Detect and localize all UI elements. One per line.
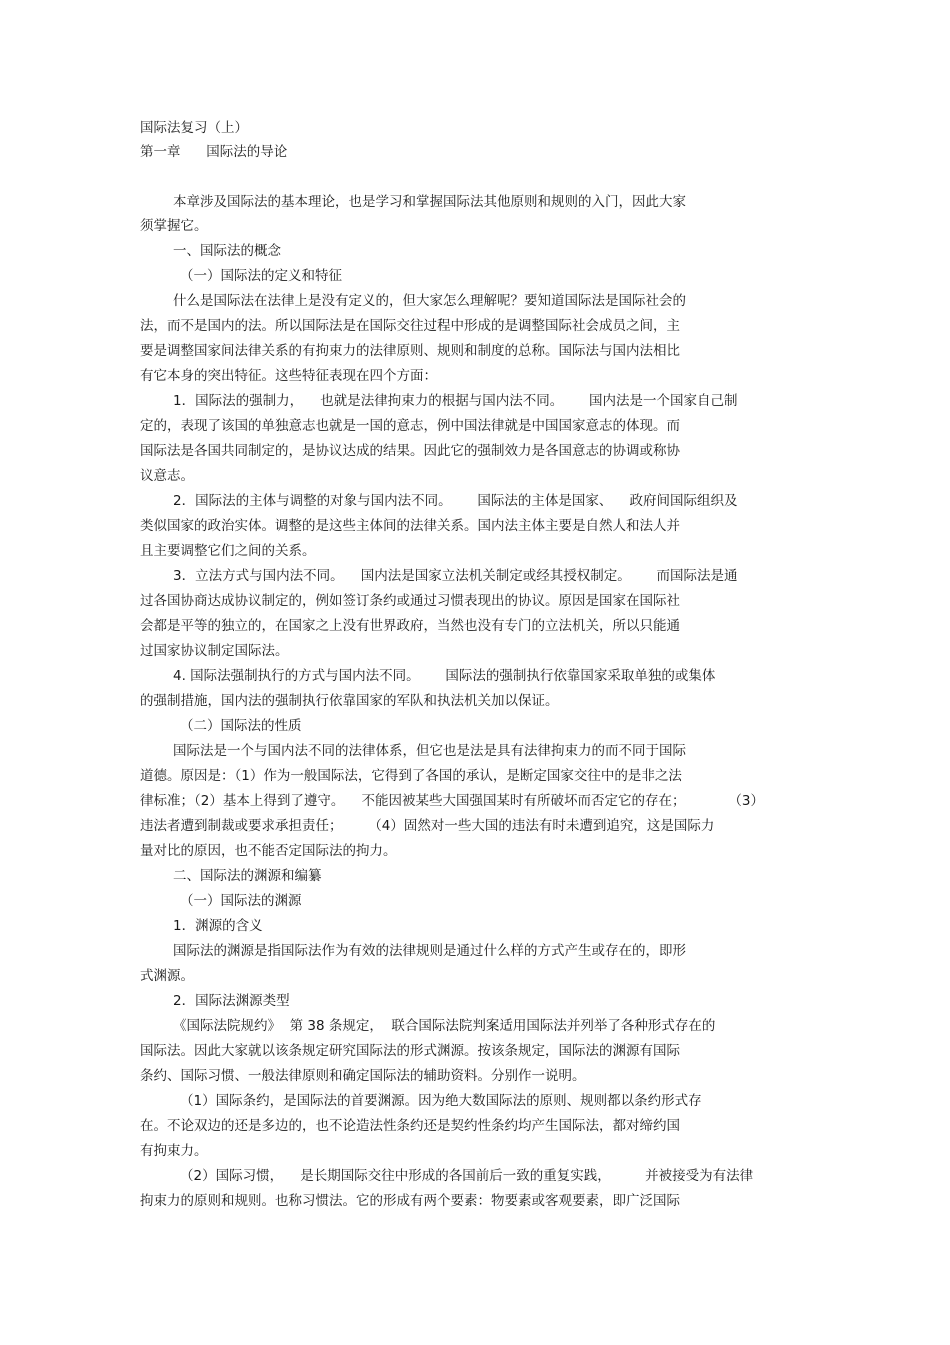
section-heading: 二、国际法的渊源和编纂 <box>173 868 322 884</box>
paragraph-line: 量对比的原因，也不能否定国际法的拘力。 <box>140 843 397 859</box>
paragraph-line: 国际法是各国共同制定的，是协议达成的结果。因此它的强制效力是各国意志的协调或称协 <box>140 443 680 459</box>
paragraph-line: 在。不论双边的还是多边的，也不论造法性条约还是契约性条约均产生国际法，都对缔约国 <box>140 1118 680 1134</box>
paragraph-line: 式渊源。 <box>140 968 194 984</box>
paragraph-line: 会都是平等的独立的，在国家之上没有世界政府，当然也没有专门的立法机关，所以只能通 <box>140 618 680 634</box>
item-heading: 1．渊源的含义 <box>173 918 263 934</box>
paragraph-line: 什么是国际法在法律上是没有定义的，但大家怎么理解呢？要知道国际法是国际社会的 <box>173 293 686 309</box>
paragraph-line: （1）国际条约，是国际法的首要渊源。因为绝大数国际法的原则、规则都以条约形式存 <box>180 1093 702 1109</box>
paragraph-line: 4. 国际法强制执行的方式与国内法不同。 国际法的强制执行依靠国家采取单独的或集体 <box>173 668 716 684</box>
paragraph-line: 2．国际法的主体与调整的对象与国内法不同。 国际法的主体是国家、 政府间国际组织及 <box>173 493 738 509</box>
paragraph-line: 违法者遭到制裁或要求承担责任； （4）固然对一些大国的违法有时未遭到追究，这是国际力 <box>140 818 715 834</box>
chapter-heading: 第一章 国际法的导论 <box>140 144 288 160</box>
doc-title: 国际法复习（上） <box>140 120 248 136</box>
paragraph-line: 议意志。 <box>140 468 194 484</box>
paragraph-line: 且主要调整它们之间的关系。 <box>140 543 316 559</box>
paragraph-line: 国际法。因此大家就以该条规定研究国际法的形式渊源。按该条规定，国际法的渊源有国际 <box>140 1043 680 1059</box>
paragraph-line: 拘束力的原则和规则。也称习惯法。它的形成有两个要素：物要素或客观要素，即广泛国际 <box>140 1193 680 1209</box>
paragraph-line: 法，而不是国内的法。所以国际法是在国际交往过程中形成的是调整国际社会成员之间，主 <box>140 318 680 334</box>
paragraph-line: 有它本身的突出特征。这些特征表现在四个方面： <box>140 368 437 384</box>
paragraph-line: 定的，表现了该国的单独意志也就是一国的意志，例中国法律就是中国国家意志的体现。而 <box>140 418 680 434</box>
paragraph-line: （2）国际习惯， 是长期国际交往中形成的各国前后一致的重复实践， 并被接受为有法律 <box>180 1168 754 1184</box>
paragraph-line: 有拘束力。 <box>140 1143 208 1159</box>
paragraph-line: 的强制措施，国内法的强制执行依靠国家的军队和执法机关加以保证。 <box>140 693 559 709</box>
item-heading: 2．国际法渊源类型 <box>173 993 290 1009</box>
paragraph-line: 《国际法院规约》 第 38 条规定， 联合国际法院判案适用国际法并列举了各种形式存在的 <box>173 1018 716 1034</box>
subsection-heading: （二）国际法的性质 <box>180 718 302 734</box>
paragraph-line: 过国家协议制定国际法。 <box>140 643 289 659</box>
paragraph-line: 要是调整国家间法律关系的有拘束力的法律原则、规则和制度的总称。国际法与国内法相比 <box>140 343 680 359</box>
paragraph-line: 本章涉及国际法的基本理论，也是学习和掌握国际法其他原则和规则的入门，因此大家 <box>173 194 686 210</box>
paragraph-line: 过各国协商达成协议制定的，例如签订条约或通过习惯表现出的协议。原因是国家在国际社 <box>140 593 680 609</box>
paragraph-line: 须掌握它。 <box>140 218 208 234</box>
paragraph-line: 1．国际法的强制力， 也就是法律拘束力的根据与国内法不同。 国内法是一个国家自己制 <box>173 393 738 409</box>
paragraph-line: 律标准；（2）基本上得到了遵守。 不能因被某些大国强国某时有所破坏而否定它的存在； （3） <box>140 793 765 809</box>
paragraph-line: 3．立法方式与国内法不同。 国内法是国家立法机关制定或经其授权制定。 而国际法是通 <box>173 568 738 584</box>
subsection-heading: （一）国际法的渊源 <box>180 893 302 909</box>
paragraph-line: 国际法是一个与国内法不同的法律体系，但它也是法是具有法律拘束力的而不同于国际 <box>173 743 686 759</box>
paragraph-line: 条约、国际习惯、一般法律原则和确定国际法的辅助资料。分别作一说明。 <box>140 1068 586 1084</box>
paragraph-line: 国际法的渊源是指国际法作为有效的法律规则是通过什么样的方式产生或存在的，即形 <box>173 943 686 959</box>
paragraph-line: 类似国家的政治实体。调整的是这些主体间的法律关系。国内法主体主要是自然人和法人并 <box>140 518 680 534</box>
section-heading: 一、国际法的概念 <box>173 243 281 259</box>
paragraph-line: 道德。原因是：（1）作为一般国际法，它得到了各国的承认，是断定国家交往中的是非之法 <box>140 768 682 784</box>
subsection-heading: （一）国际法的定义和特征 <box>180 268 342 284</box>
